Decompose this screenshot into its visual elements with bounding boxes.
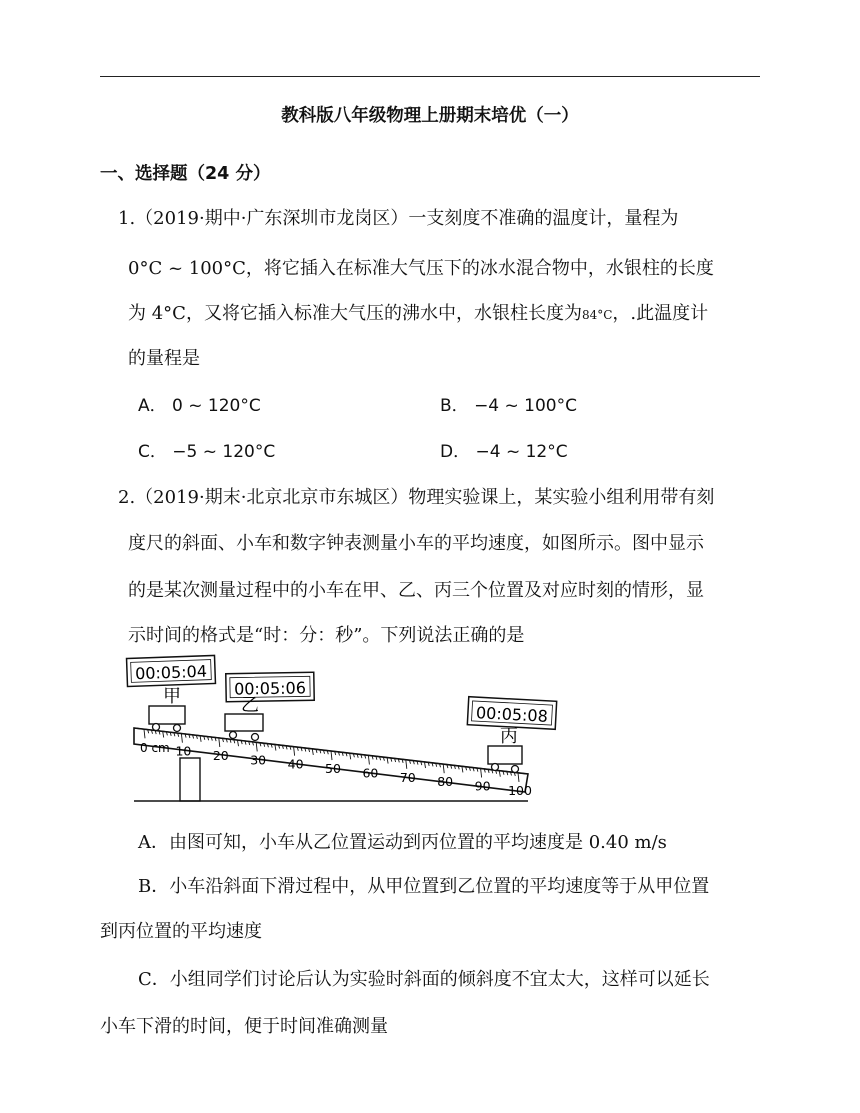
q2-line-4: 示时间的格式是“时：分：秒”。下列说法正确的是 bbox=[128, 625, 525, 646]
q1-line-3-value: 84°C bbox=[581, 308, 613, 322]
q2-line-2: 度尺的斜面、小车和数字钟表测量小车的平均速度，如图所示。图中显示 bbox=[128, 533, 704, 554]
clock-time: 00:05:04 bbox=[134, 661, 208, 684]
cart-wheel bbox=[174, 725, 181, 732]
ruler-tick-label: 80 bbox=[437, 774, 454, 790]
ruler-tick-label: 60 bbox=[362, 765, 379, 781]
ruler-tick-label: 70 bbox=[399, 769, 416, 785]
clock-bing bbox=[467, 697, 556, 730]
ruler-tick-label: 40 bbox=[287, 756, 304, 772]
section-heading: 一、选择题（24 分） bbox=[100, 164, 271, 184]
cart-yi bbox=[225, 714, 263, 741]
clock-jia bbox=[127, 655, 216, 686]
support-block bbox=[180, 758, 200, 801]
q2-option-b-line-1[interactable]: B．小车沿斜面下滑过程中，从甲位置到乙位置的平均速度等于从甲位置 bbox=[138, 876, 710, 897]
q2-line-3: 的是某次测量过程中的小车在甲、乙、丙三个位置及对应时刻的情形，显 bbox=[128, 580, 704, 601]
q1-line-1: 1.（2019·期中·广东深圳市龙岗区）一支刻度不准确的温度计，量程为 bbox=[118, 208, 679, 229]
q2-option-c-line-2: 小车下滑的时间，便于时间准确测量 bbox=[100, 1016, 388, 1037]
page-title: 教科版八年级物理上册期末培优（一） bbox=[281, 106, 579, 126]
q1-option-d[interactable]: D． −4 ~ 12°C bbox=[440, 442, 568, 462]
cart-body bbox=[488, 746, 522, 764]
cart-body bbox=[225, 714, 263, 731]
ruler-tick-label: 90 bbox=[474, 778, 491, 794]
ruler-unit-label: 0 cm bbox=[140, 741, 170, 755]
ruler-tick-label: 50 bbox=[325, 761, 341, 777]
cart-wheel bbox=[230, 732, 237, 739]
clock-time: 00:05:08 bbox=[475, 703, 549, 726]
q2-option-a[interactable]: A．由图可知，小车从乙位置运动到丙位置的平均速度是 0.40 m/s bbox=[138, 832, 667, 853]
clock-yi bbox=[226, 672, 314, 702]
q2-line-1: 2.（2019·期末·北京北京市东城区）物理实验课上，某实验小组利用带有刻 bbox=[118, 487, 715, 508]
q1-line-3-text: 为 4°C，又将它插入标准大气压的沸水中，水银柱长度为 bbox=[128, 303, 582, 324]
cart-body bbox=[149, 706, 185, 724]
q2-option-b-line-2: 到丙位置的平均速度 bbox=[100, 921, 262, 942]
clock-time: 00:05:06 bbox=[233, 678, 307, 699]
cart-wheel bbox=[492, 764, 499, 771]
cart-bing bbox=[488, 746, 522, 773]
q2-option-c-line-1[interactable]: C．小组同学们讨论后认为实验时斜面的倾斜度不宜太大，这样可以延长 bbox=[138, 969, 710, 990]
cart-wheel bbox=[512, 766, 519, 773]
ruler-tick-label: 10 bbox=[175, 743, 192, 759]
position-label-yi: 乙 bbox=[241, 695, 259, 716]
position-label-jia: 甲 bbox=[163, 686, 181, 707]
cart-wheel bbox=[252, 734, 259, 741]
ruler-tick-label: 20 bbox=[212, 748, 229, 763]
q1-line-3-tail: ，.此温度计 bbox=[612, 303, 709, 324]
cart-wheel bbox=[153, 724, 160, 731]
position-label-bing: 丙 bbox=[500, 726, 518, 747]
q1-option-c[interactable]: C． −5 ~ 120°C bbox=[138, 442, 276, 462]
cart-jia bbox=[149, 706, 185, 732]
q1-line-4: 的量程是 bbox=[128, 348, 200, 369]
q1-option-b[interactable]: B． −4 ~ 100°C bbox=[440, 396, 577, 416]
ruler-tick-label: 100 bbox=[508, 782, 532, 798]
q1-option-a[interactable]: A． 0 ~ 120°C bbox=[138, 396, 261, 416]
q1-line-2: 0°C ~ 100°C，将它插入在标准大气压下的冰水混合物中，水银柱的长度 bbox=[128, 258, 714, 279]
ruler-tick-label: 30 bbox=[250, 752, 267, 768]
